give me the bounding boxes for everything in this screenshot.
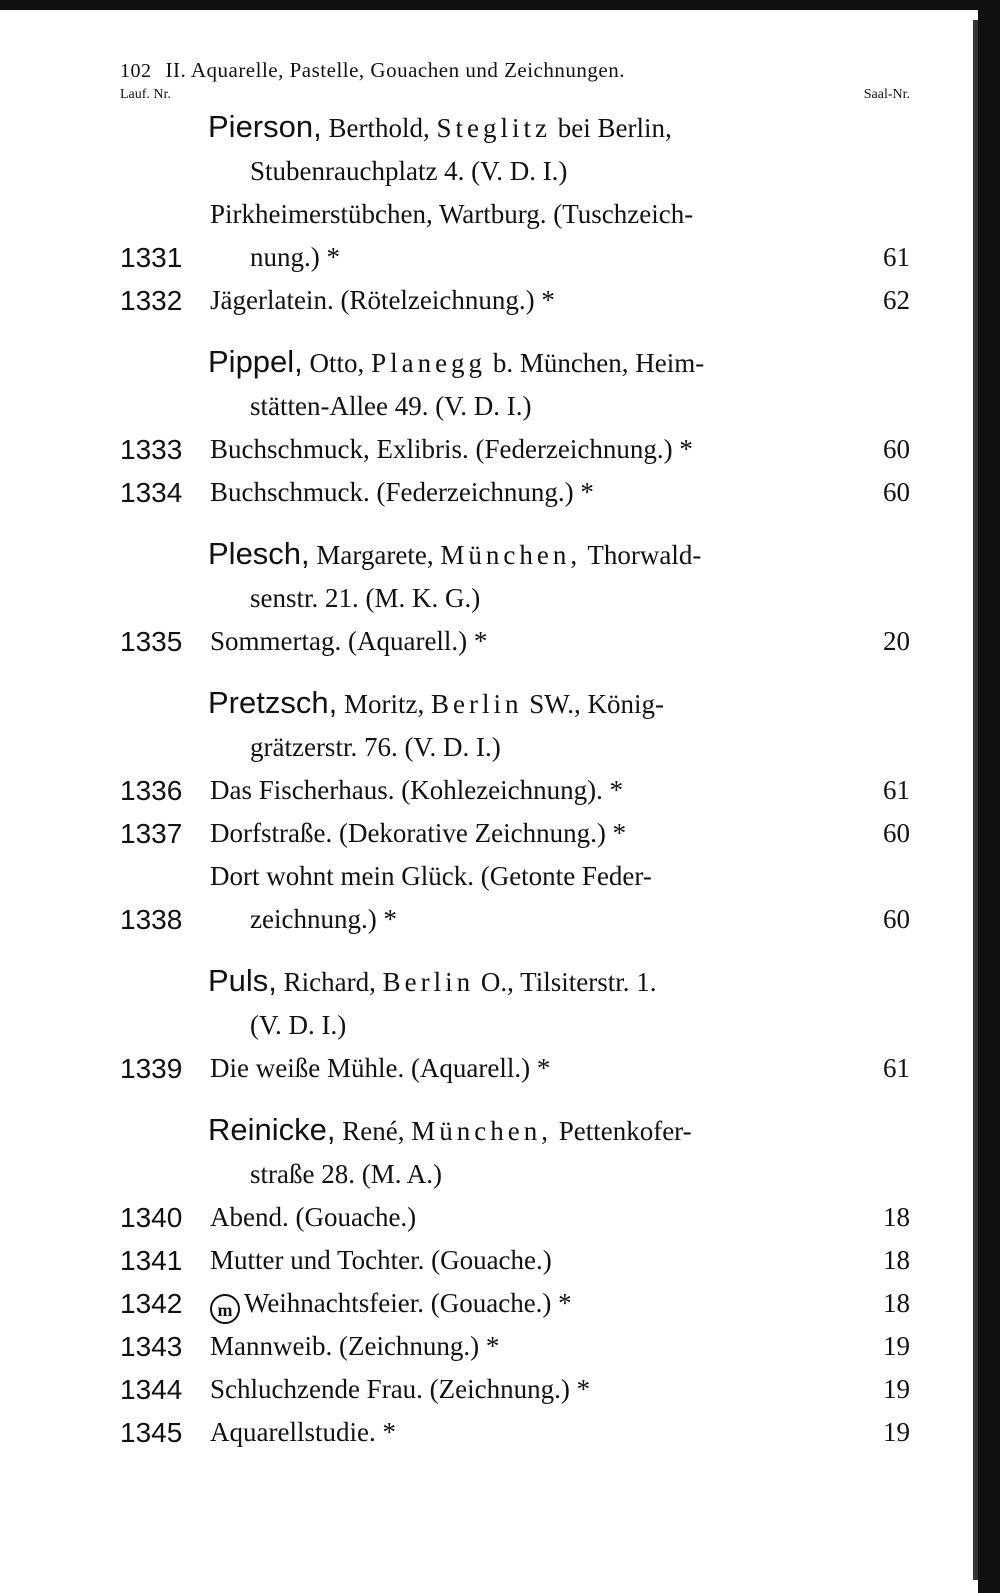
- column-headers: [120, 87, 910, 103]
- artist-given-name: Berthold,: [328, 113, 430, 143]
- catalog-entry: [120, 855, 910, 941]
- entry-room: 60: [883, 434, 910, 464]
- entry-number: 1332: [120, 285, 183, 316]
- catalog-entries: [120, 105, 910, 1454]
- entry-body: [210, 428, 850, 471]
- artist-given-name: Otto,: [309, 348, 365, 378]
- artist-given-name: Richard,: [283, 967, 376, 997]
- catalog-entry: [120, 812, 910, 855]
- artist-heading: [120, 681, 910, 769]
- entry-number: 1343: [120, 1331, 183, 1362]
- entry-body: [210, 1047, 850, 1090]
- entry-room: 18: [883, 1288, 910, 1318]
- entry-title: Buchschmuck. (Federzeichnung.) *: [210, 477, 594, 507]
- artist-given-name: René,: [342, 1116, 405, 1146]
- entry-number: 1340: [120, 1202, 183, 1233]
- entry-title: Mutter und Tochter. (Gouache.): [210, 1245, 552, 1275]
- artist-address-cont: (V. D. I.): [250, 1010, 347, 1040]
- entry-number: 1337: [120, 818, 183, 849]
- entry-number: 1342: [120, 1288, 183, 1319]
- entry-room: 61: [883, 775, 910, 805]
- artist-city: Berlin: [430, 689, 523, 719]
- entry-number: 1335: [120, 626, 183, 657]
- entry-title: Aquarellstudie. *: [210, 1417, 396, 1447]
- artist-address: b. München, Heim-: [492, 348, 705, 378]
- artist-city: München,: [440, 540, 582, 570]
- catalog-entry: [120, 193, 910, 279]
- artist-address: SW., König-: [529, 689, 664, 719]
- catalog-entry: [120, 1196, 910, 1239]
- entry-title: Sommertag. (Aquarell.) *: [210, 626, 488, 656]
- entry-room: 60: [883, 904, 910, 934]
- entry-room: 60: [883, 818, 910, 848]
- entry-room: 19: [883, 1417, 910, 1447]
- artist-line: [208, 681, 910, 726]
- entry-body: [210, 1411, 850, 1454]
- catalog-entry: [120, 769, 910, 812]
- artist-line: [208, 532, 910, 577]
- entry-title: Mannweib. (Zeichnung.) *: [210, 1331, 500, 1361]
- entry-body: [210, 855, 850, 941]
- entry-room: 62: [883, 285, 910, 315]
- catalog-page: [120, 58, 910, 1454]
- entry-number: 1333: [120, 434, 183, 465]
- entry-title: Die weiße Mühle. (Aquarell.) *: [210, 1053, 551, 1083]
- entry-room: 20: [883, 626, 910, 656]
- artist-city: Steglitz: [436, 113, 551, 143]
- entry-number: 1331: [120, 242, 183, 273]
- artist-heading: [120, 1108, 910, 1196]
- entry-room: 18: [883, 1202, 910, 1232]
- catalog-entry: [120, 428, 910, 471]
- artist-heading: [120, 105, 910, 193]
- artist-address: bei Berlin,: [557, 113, 672, 143]
- entry-body: [210, 1282, 850, 1325]
- artist-surname: Pretzsch,: [208, 685, 338, 720]
- artist-city: Berlin: [382, 967, 475, 997]
- entry-room: 61: [883, 1053, 910, 1083]
- catalog-entry: [120, 1411, 910, 1454]
- entry-number: 1336: [120, 775, 183, 806]
- catalog-entry: [120, 471, 910, 514]
- entry-number: 1339: [120, 1053, 183, 1084]
- entry-number: 1334: [120, 477, 183, 508]
- artist-line: [208, 959, 910, 1004]
- artist-given-name: Moritz,: [343, 689, 425, 719]
- artist-address: Thorwald-: [587, 540, 702, 570]
- entry-room: 18: [883, 1245, 910, 1275]
- entry-room: 61: [883, 242, 910, 272]
- artist-given-name: Margarete,: [316, 540, 434, 570]
- catalog-entry: [120, 1325, 910, 1368]
- monogram-mark-icon: m: [210, 1294, 240, 1324]
- artist-address: O., Tilsiterstr. 1.: [480, 967, 657, 997]
- artist-city: Planegg: [371, 348, 487, 378]
- entry-title: Pirkheimerstübchen, Wartburg. (Tuschzeich-: [210, 199, 694, 229]
- entry-number: 1341: [120, 1245, 183, 1276]
- entry-body: [210, 279, 850, 322]
- scan-edge-top: [0, 0, 1000, 10]
- entry-title: Schluchzende Frau. (Zeichnung.) *: [210, 1374, 591, 1404]
- artist-address-cont: straße 28. (M. A.): [250, 1159, 442, 1189]
- entry-title: Dorfstraße. (Dekorative Zeichnung.) *: [210, 818, 627, 848]
- entry-body: [210, 1368, 850, 1411]
- artist-address-cont: senstr. 21. (M. K. G.): [250, 583, 481, 613]
- entry-body: [210, 769, 850, 812]
- entry-title: Jägerlatein. (Rötelzeichnung.) *: [210, 285, 555, 315]
- entry-body: [210, 1196, 850, 1239]
- artist-heading: [120, 340, 910, 428]
- artist-address-cont: grätzerstr. 76. (V. D. I.): [250, 732, 501, 762]
- entry-title-cont: zeichnung.) *: [250, 904, 397, 934]
- entry-number: 1344: [120, 1374, 183, 1405]
- entry-body: [210, 471, 850, 514]
- entry-room: 60: [883, 477, 910, 507]
- scan-edge-shadow: [973, 20, 978, 1580]
- artist-surname: Puls,: [208, 963, 277, 998]
- artist-address: Pettenkofer-: [558, 1116, 692, 1146]
- artist-line: [208, 105, 910, 150]
- catalog-entry: [120, 1239, 910, 1282]
- entry-room: 19: [883, 1331, 910, 1361]
- running-head: [120, 58, 910, 83]
- artist-surname: Reinicke,: [208, 1112, 336, 1147]
- catalog-entry: [120, 620, 910, 663]
- artist-surname: Plesch,: [208, 536, 310, 571]
- entry-title: Dort wohnt mein Glück. (Getonte Feder-: [210, 861, 652, 891]
- entry-body: [210, 1239, 850, 1282]
- entry-title: Das Fischerhaus. (Kohlezeichnung). *: [210, 775, 624, 805]
- entry-body: [210, 1325, 850, 1368]
- artist-surname: Pierson,: [208, 109, 322, 144]
- artist-line: [208, 1108, 910, 1153]
- catalog-entry: [120, 1368, 910, 1411]
- catalog-entry: [120, 279, 910, 322]
- entry-body: [210, 620, 850, 663]
- entry-room: 19: [883, 1374, 910, 1404]
- artist-address-cont: Stubenrauchplatz 4. (V. D. I.): [250, 156, 568, 186]
- artist-heading: [120, 959, 910, 1047]
- artist-city: München,: [411, 1116, 552, 1146]
- section-title: II. Aquarelle, Pastelle, Gouachen und Zeichnungen.: [165, 58, 625, 82]
- entry-title: Buchschmuck, Exlibris. (Federzeichnung.) *: [210, 434, 693, 464]
- artist-heading: [120, 532, 910, 620]
- entry-title: Weihnachtsfeier. (Gouache.) *: [244, 1288, 572, 1318]
- artist-line: [208, 340, 910, 385]
- artist-surname: Pippel,: [208, 344, 303, 379]
- scan-edge-right: [978, 0, 1000, 1593]
- page-number: 102: [120, 60, 152, 82]
- col-header-number: Lauf. Nr.: [120, 87, 171, 102]
- catalog-entry: [120, 1047, 910, 1090]
- entry-body: [210, 193, 850, 279]
- entry-title-cont: nung.) *: [250, 242, 340, 272]
- entry-number: 1345: [120, 1417, 183, 1448]
- entry-body: [210, 812, 850, 855]
- entry-title: Abend. (Gouache.): [210, 1202, 417, 1232]
- col-header-room: Saal-Nr.: [863, 87, 910, 102]
- artist-address-cont: stätten-Allee 49. (V. D. I.): [250, 391, 532, 421]
- entry-number: 1338: [120, 904, 183, 935]
- catalog-entry: [120, 1282, 910, 1325]
